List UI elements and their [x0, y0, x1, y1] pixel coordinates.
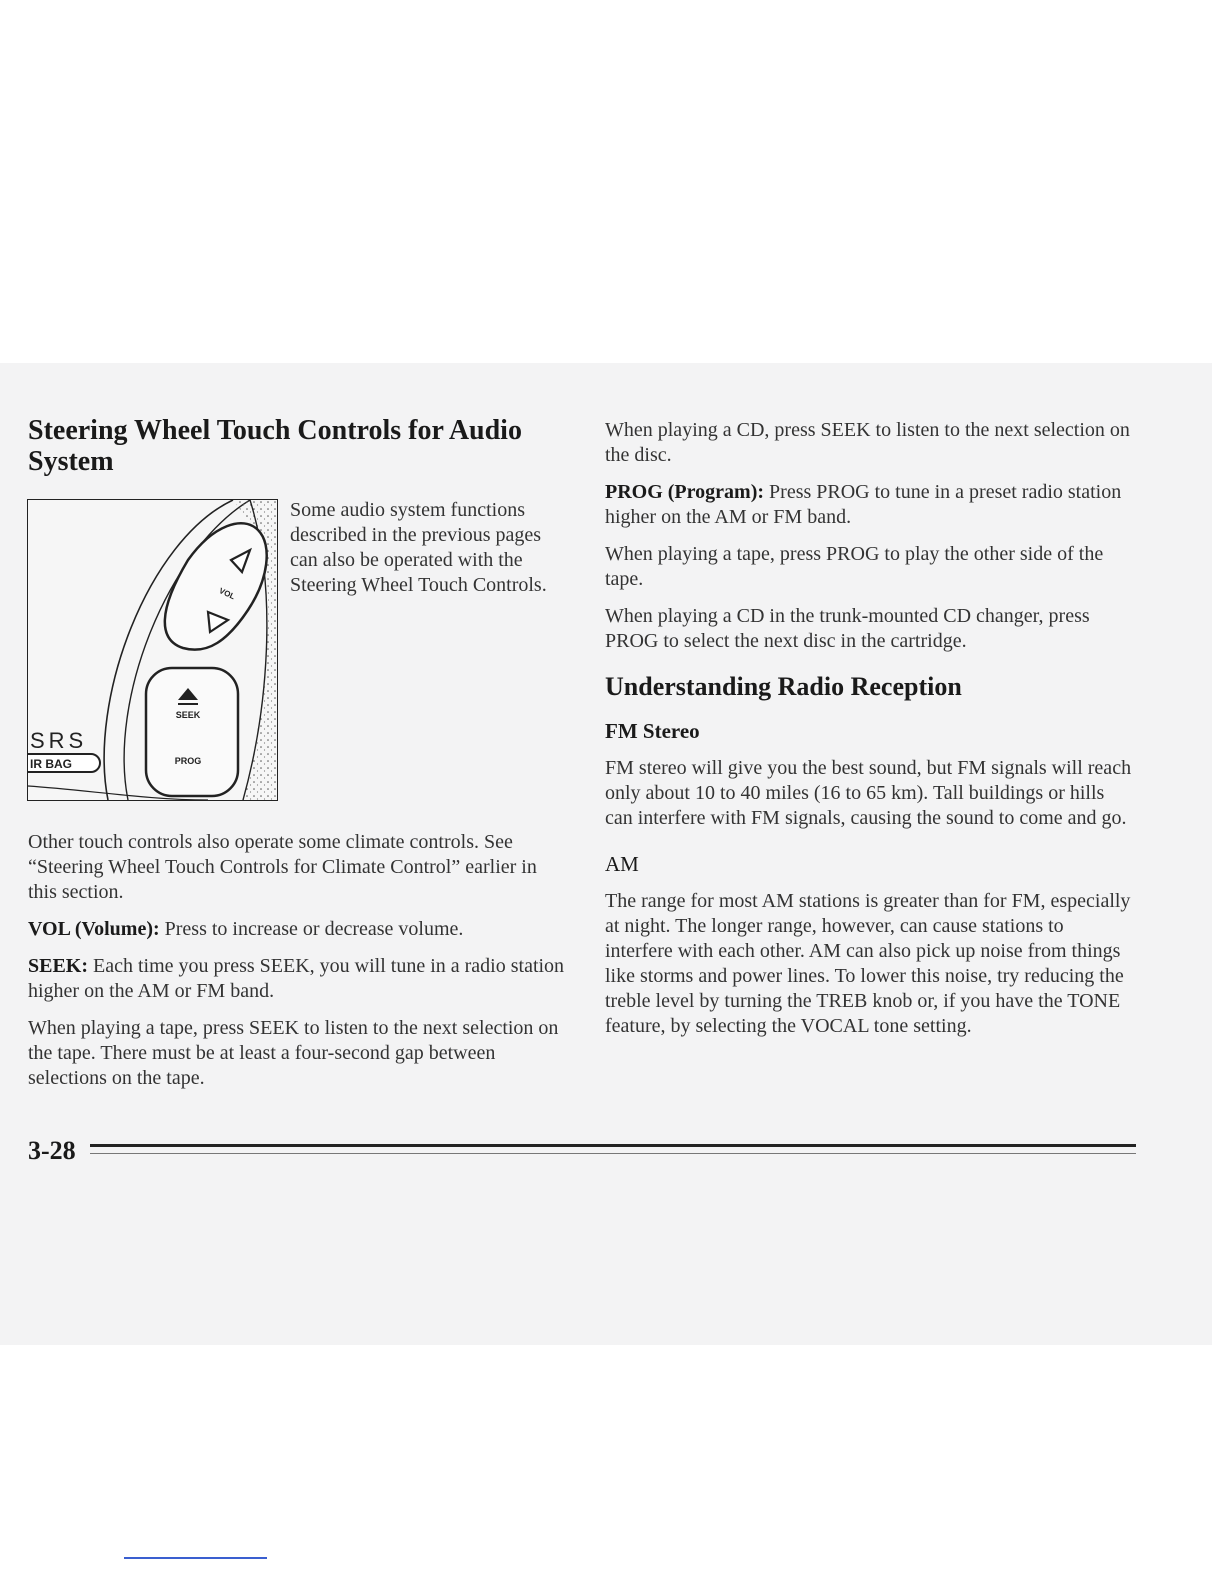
- fm-stereo-paragraph: FM stereo will give you the best sound, but FM signals will reach only about 10 to 40 miles (16 to 65 km). Tall buildings or hills can interfere with FM signals, causing the sound to come and go.: [605, 757, 1132, 829]
- seek-paragraph: [28, 954, 568, 1004]
- bottom-link-underline: [124, 1557, 267, 1559]
- prog-term: PROG (Program):: [605, 481, 765, 503]
- srs-air-bag-emblem: [28, 728, 100, 772]
- seek-tape-paragraph: When playing a tape, press SEEK to listen to the next selection on the tape. There must be at least a four-second gap between selections on the tape.: [28, 1017, 559, 1089]
- left-column: [28, 830, 568, 1103]
- vol-text: Press to increase or decrease volume.: [159, 918, 464, 940]
- intro-paragraph: Some audio system functions described in the previous pages can also be operated with the Steering Wheel Touch Controls.: [290, 499, 547, 596]
- vol-paragraph: [28, 917, 568, 942]
- page-title: Steering Wheel Touch Controls for Audio System: [28, 415, 522, 477]
- radio-reception-heading: Understanding Radio Reception: [605, 672, 962, 701]
- seek-text: Each time you press SEEK, you will tune in a radio station higher on the AM or FM band.: [28, 955, 565, 1002]
- right-column: [605, 418, 1135, 1051]
- steering-wheel-controls-illustration: [27, 499, 278, 801]
- other-controls-paragraph: Other touch controls also operate some climate controls. See “Steering Wheel Touch Controls for Climate Control” earlier in this section.: [28, 831, 537, 903]
- fm-stereo-heading: FM Stereo: [605, 719, 700, 743]
- seek-label: SEEK: [175, 710, 201, 720]
- prog-text: Press PROG to tune in a preset radio station higher on the AM or FM band.: [605, 481, 1122, 528]
- prog-paragraph: [605, 480, 1135, 530]
- air-bag-label: IR BAG: [30, 757, 72, 771]
- vol-label: VOL: [217, 586, 237, 602]
- page-number: 3-28: [28, 1136, 76, 1165]
- prog-tape-paragraph: When playing a tape, press PROG to play the other side of the tape.: [605, 543, 1104, 590]
- srs-label: SRS: [30, 728, 88, 753]
- seek-term: SEEK:: [28, 955, 89, 977]
- seek-prog-button: [146, 668, 238, 796]
- prog-cd-paragraph: When playing a CD in the trunk-mounted CD changer, press PROG to select the next disc in the cartridge.: [605, 605, 1090, 652]
- prog-label: PROG: [174, 756, 202, 766]
- am-heading: AM: [605, 852, 639, 876]
- am-paragraph: The range for most AM stations is greater than for FM, especially at night. The longer range, however, can cause stations to interfere with each other. AM can also pick up noise from things like storms and power lines. To lower this noise, try reducing the treble level by turning the TREB knob or, if you have the TONE feature, by selecting the VOCAL tone setting.: [605, 890, 1131, 1037]
- footer-rule: [90, 1144, 1136, 1147]
- seek-cd-paragraph: When playing a CD, press SEEK to listen to the next selection on the disc.: [605, 419, 1130, 466]
- footer-rule-thin: [90, 1153, 1136, 1154]
- vol-term: VOL (Volume):: [28, 918, 160, 940]
